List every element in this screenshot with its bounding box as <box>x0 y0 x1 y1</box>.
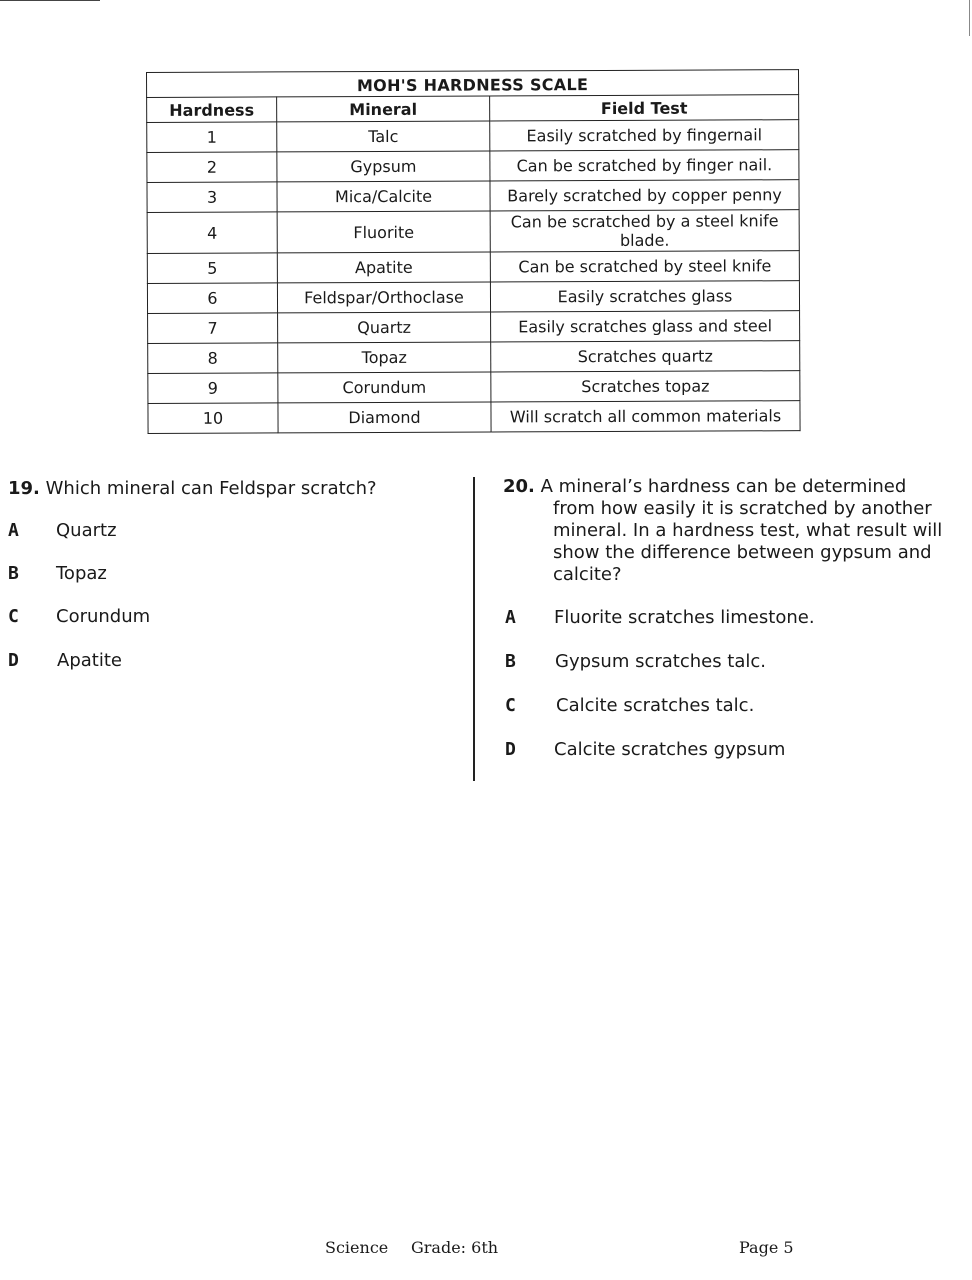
table-row <box>148 371 800 404</box>
field-test-cell: Scratches quartz <box>491 341 800 372</box>
field-test-cell: Scratches topaz <box>491 371 800 402</box>
field-test-cell: Easily scratches glass <box>490 281 799 312</box>
option-letter: D <box>505 739 516 760</box>
question-19-stem <box>8 477 468 501</box>
hardness-cell: 5 <box>147 253 277 284</box>
footer-page-number: Page 5 <box>739 1238 794 1257</box>
mineral-cell: Fluorite <box>277 211 490 253</box>
option-letter: C <box>8 606 19 627</box>
option-text: Topaz <box>56 563 107 584</box>
question-19-text: Which mineral can Feldspar scratch? <box>45 478 377 499</box>
question-20-number: 20. <box>503 476 535 497</box>
option-letter: B <box>8 563 19 584</box>
question-19-number: 19. <box>8 478 40 499</box>
header-field-test: Field Test <box>490 95 799 121</box>
footer-subject: Science <box>325 1238 389 1257</box>
option-letter: C <box>505 695 516 716</box>
table-row <box>147 251 799 284</box>
mineral-cell: Quartz <box>278 312 491 343</box>
field-test-cell: Can be scratched by a steel knife blade. <box>490 210 799 252</box>
option-letter: D <box>8 650 19 671</box>
option-text: Quartz <box>56 520 117 541</box>
field-test-cell: Can be scratched by steel knife <box>490 251 799 282</box>
table-row <box>147 180 799 213</box>
header-mineral: Mineral <box>277 96 490 122</box>
option-letter: A <box>8 520 19 541</box>
table-row <box>147 281 799 314</box>
hardness-cell: 9 <box>148 373 278 404</box>
hardness-cell: 10 <box>148 403 278 434</box>
mineral-cell: Feldspar/Orthoclase <box>277 282 490 313</box>
option-text: Calcite scratches gypsum <box>554 739 786 760</box>
mineral-cell: Gypsum <box>277 151 490 182</box>
hardness-cell: 3 <box>147 182 277 213</box>
mineral-cell: Talc <box>277 121 490 152</box>
option-letter: A <box>505 607 516 628</box>
question-19 <box>8 477 468 501</box>
field-test-cell: Can be scratched by finger nail. <box>490 150 799 181</box>
field-test-cell: Barely scratched by copper penny <box>490 180 799 211</box>
hardness-cell: 4 <box>147 212 277 254</box>
option-text: Corundum <box>56 606 151 627</box>
field-test-cell: Easily scratched by fingernail <box>490 120 799 151</box>
question-20 <box>503 476 953 586</box>
mineral-cell: Corundum <box>278 372 491 403</box>
mineral-cell: Mica/Calcite <box>277 181 490 212</box>
hardness-cell: 7 <box>148 313 278 344</box>
table-row <box>147 150 799 183</box>
option-letter: B <box>505 651 516 672</box>
mineral-cell: Apatite <box>277 252 490 283</box>
table-row <box>148 401 800 434</box>
question-20-text-rest: from how easily it is scratched by another mineral. In a hardness test, what result will show the difference between gypsum and calcite? <box>553 498 943 585</box>
footer-grade: Grade: 6th <box>411 1238 499 1257</box>
mineral-cell: Diamond <box>278 402 491 433</box>
table-row <box>147 210 799 254</box>
table-row <box>147 120 799 153</box>
field-test-cell: Easily scratches glass and steel <box>491 311 800 342</box>
field-test-cell: Will scratch all common materials <box>491 401 800 432</box>
option-text: Fluorite scratches limestone. <box>554 607 815 628</box>
option-text: Apatite <box>57 650 122 671</box>
hardness-cell: 2 <box>147 152 277 183</box>
table-title: MOH'S HARDNESS SCALE <box>147 70 799 98</box>
column-divider <box>473 477 475 781</box>
scan-edge-line <box>0 0 100 1</box>
table-row <box>148 311 800 344</box>
table-row <box>148 341 800 374</box>
hardness-cell: 8 <box>148 343 278 374</box>
scan-edge-line-right <box>969 0 970 36</box>
option-text: Calcite scratches talc. <box>556 695 755 716</box>
hardness-cell: 1 <box>147 122 277 153</box>
hardness-cell: 6 <box>147 283 277 314</box>
mohs-hardness-table <box>146 69 801 434</box>
mineral-cell: Topaz <box>278 342 491 373</box>
option-text: Gypsum scratches talc. <box>555 651 767 672</box>
question-20-text-first: A mineral’s hardness can be determined <box>540 476 907 497</box>
header-hardness: Hardness <box>147 97 277 123</box>
